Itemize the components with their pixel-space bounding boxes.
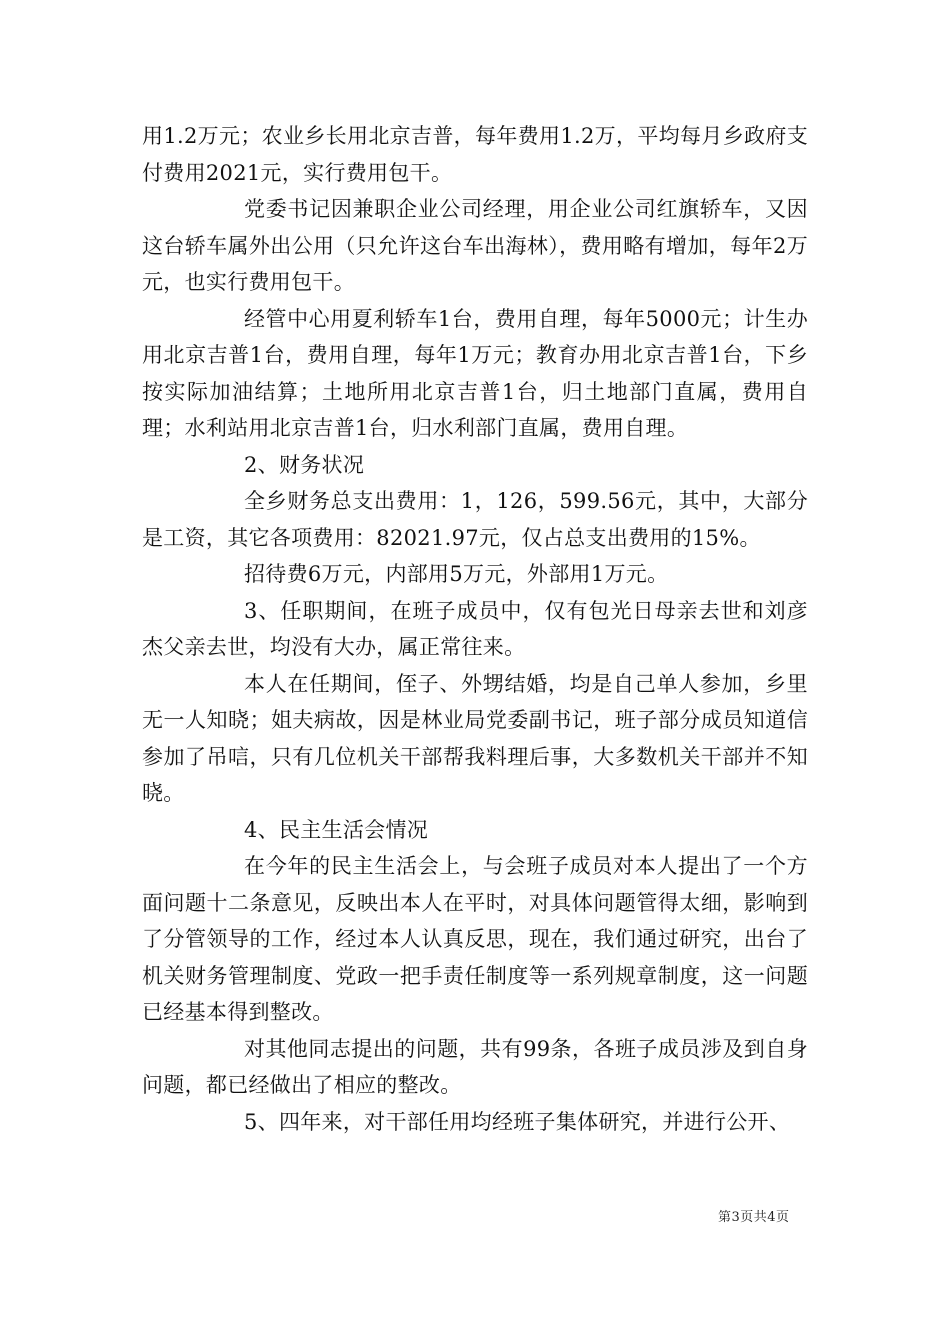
section-heading-democratic-life: 4、民主生活会情况 (244, 817, 429, 842)
paragraph-tenure-events: 3、任职期间，在班子成员中，仅有包光日母亲去世和刘彦杰父亲去世，均没有大办，属正常往来。 (142, 598, 808, 659)
paragraph-other-issues: 对其他同志提出的问题，共有99条，各班子成员涉及到自身问题，都已经做出了相应的整改。 (142, 1036, 808, 1097)
paragraph-democratic-meeting: 在今年的民主生活会上，与会班子成员对本人提出了一个方面问题十二条意见，反映出本人在平时，对具体问题管得太细，影响到了分管领导的工作，经过本人认真反思，现在，我们通过研究，出台了机关财务管理制度、党政一把手责任制度等一系列规章制度，这一问题已经基本得到整改。 (142, 854, 808, 1024)
paragraph-hospitality-costs: 招待费6万元，内部用5万元，外部用1万元。 (244, 562, 669, 586)
paragraph-total-expenditure: 全乡财务总支出费用：1，126，599.56元，其中，大部分是工资，其它各项费用：82021.97元，仅占总支出费用的15%。 (142, 489, 808, 550)
paragraph-party-secretary-car: 党委书记因兼职企业公司经理，用企业公司红旗轿车，又因这台轿车属外出公用（只允许这台车出海林），费用略有增加，每年2万元，也实行费用包干。 (142, 197, 808, 294)
paragraph-department-vehicles: 经管中心用夏利轿车1台，费用自理，每年5000元；计生办用北京吉普1台，费用自理，每年1万元；教育办用北京吉普1台，下乡按实际加油结算；土地所用北京吉普1台，归土地部门直属，费用自理；水利站用北京吉普1台，归水利部门直属，费用自理。 (142, 306, 808, 440)
paragraph-vehicle-costs-continued: 用1.2万元；农业乡长用北京吉普，每年费用1.2万，平均每月乡政府支付费用2021元，实行费用包干。 (142, 124, 808, 185)
document-body (142, 118, 808, 1140)
page-number-footer: 第3页共4页 (718, 1210, 790, 1225)
paragraph-cadre-appointment: 5、四年来，对干部任用均经班子集体研究，并进行公开、 (244, 1109, 791, 1134)
section-heading-finance: 2、财务状况 (244, 452, 365, 477)
paragraph-personal-events: 本人在任期间，侄子、外甥结婚，均是自己单人参加，乡里无一人知晓；姐夫病故，因是林业局党委副书记，班子部分成员知道信参加了吊唁，只有几位机关干部帮我料理后事，大多数机关干部并不知晓。 (142, 671, 808, 805)
